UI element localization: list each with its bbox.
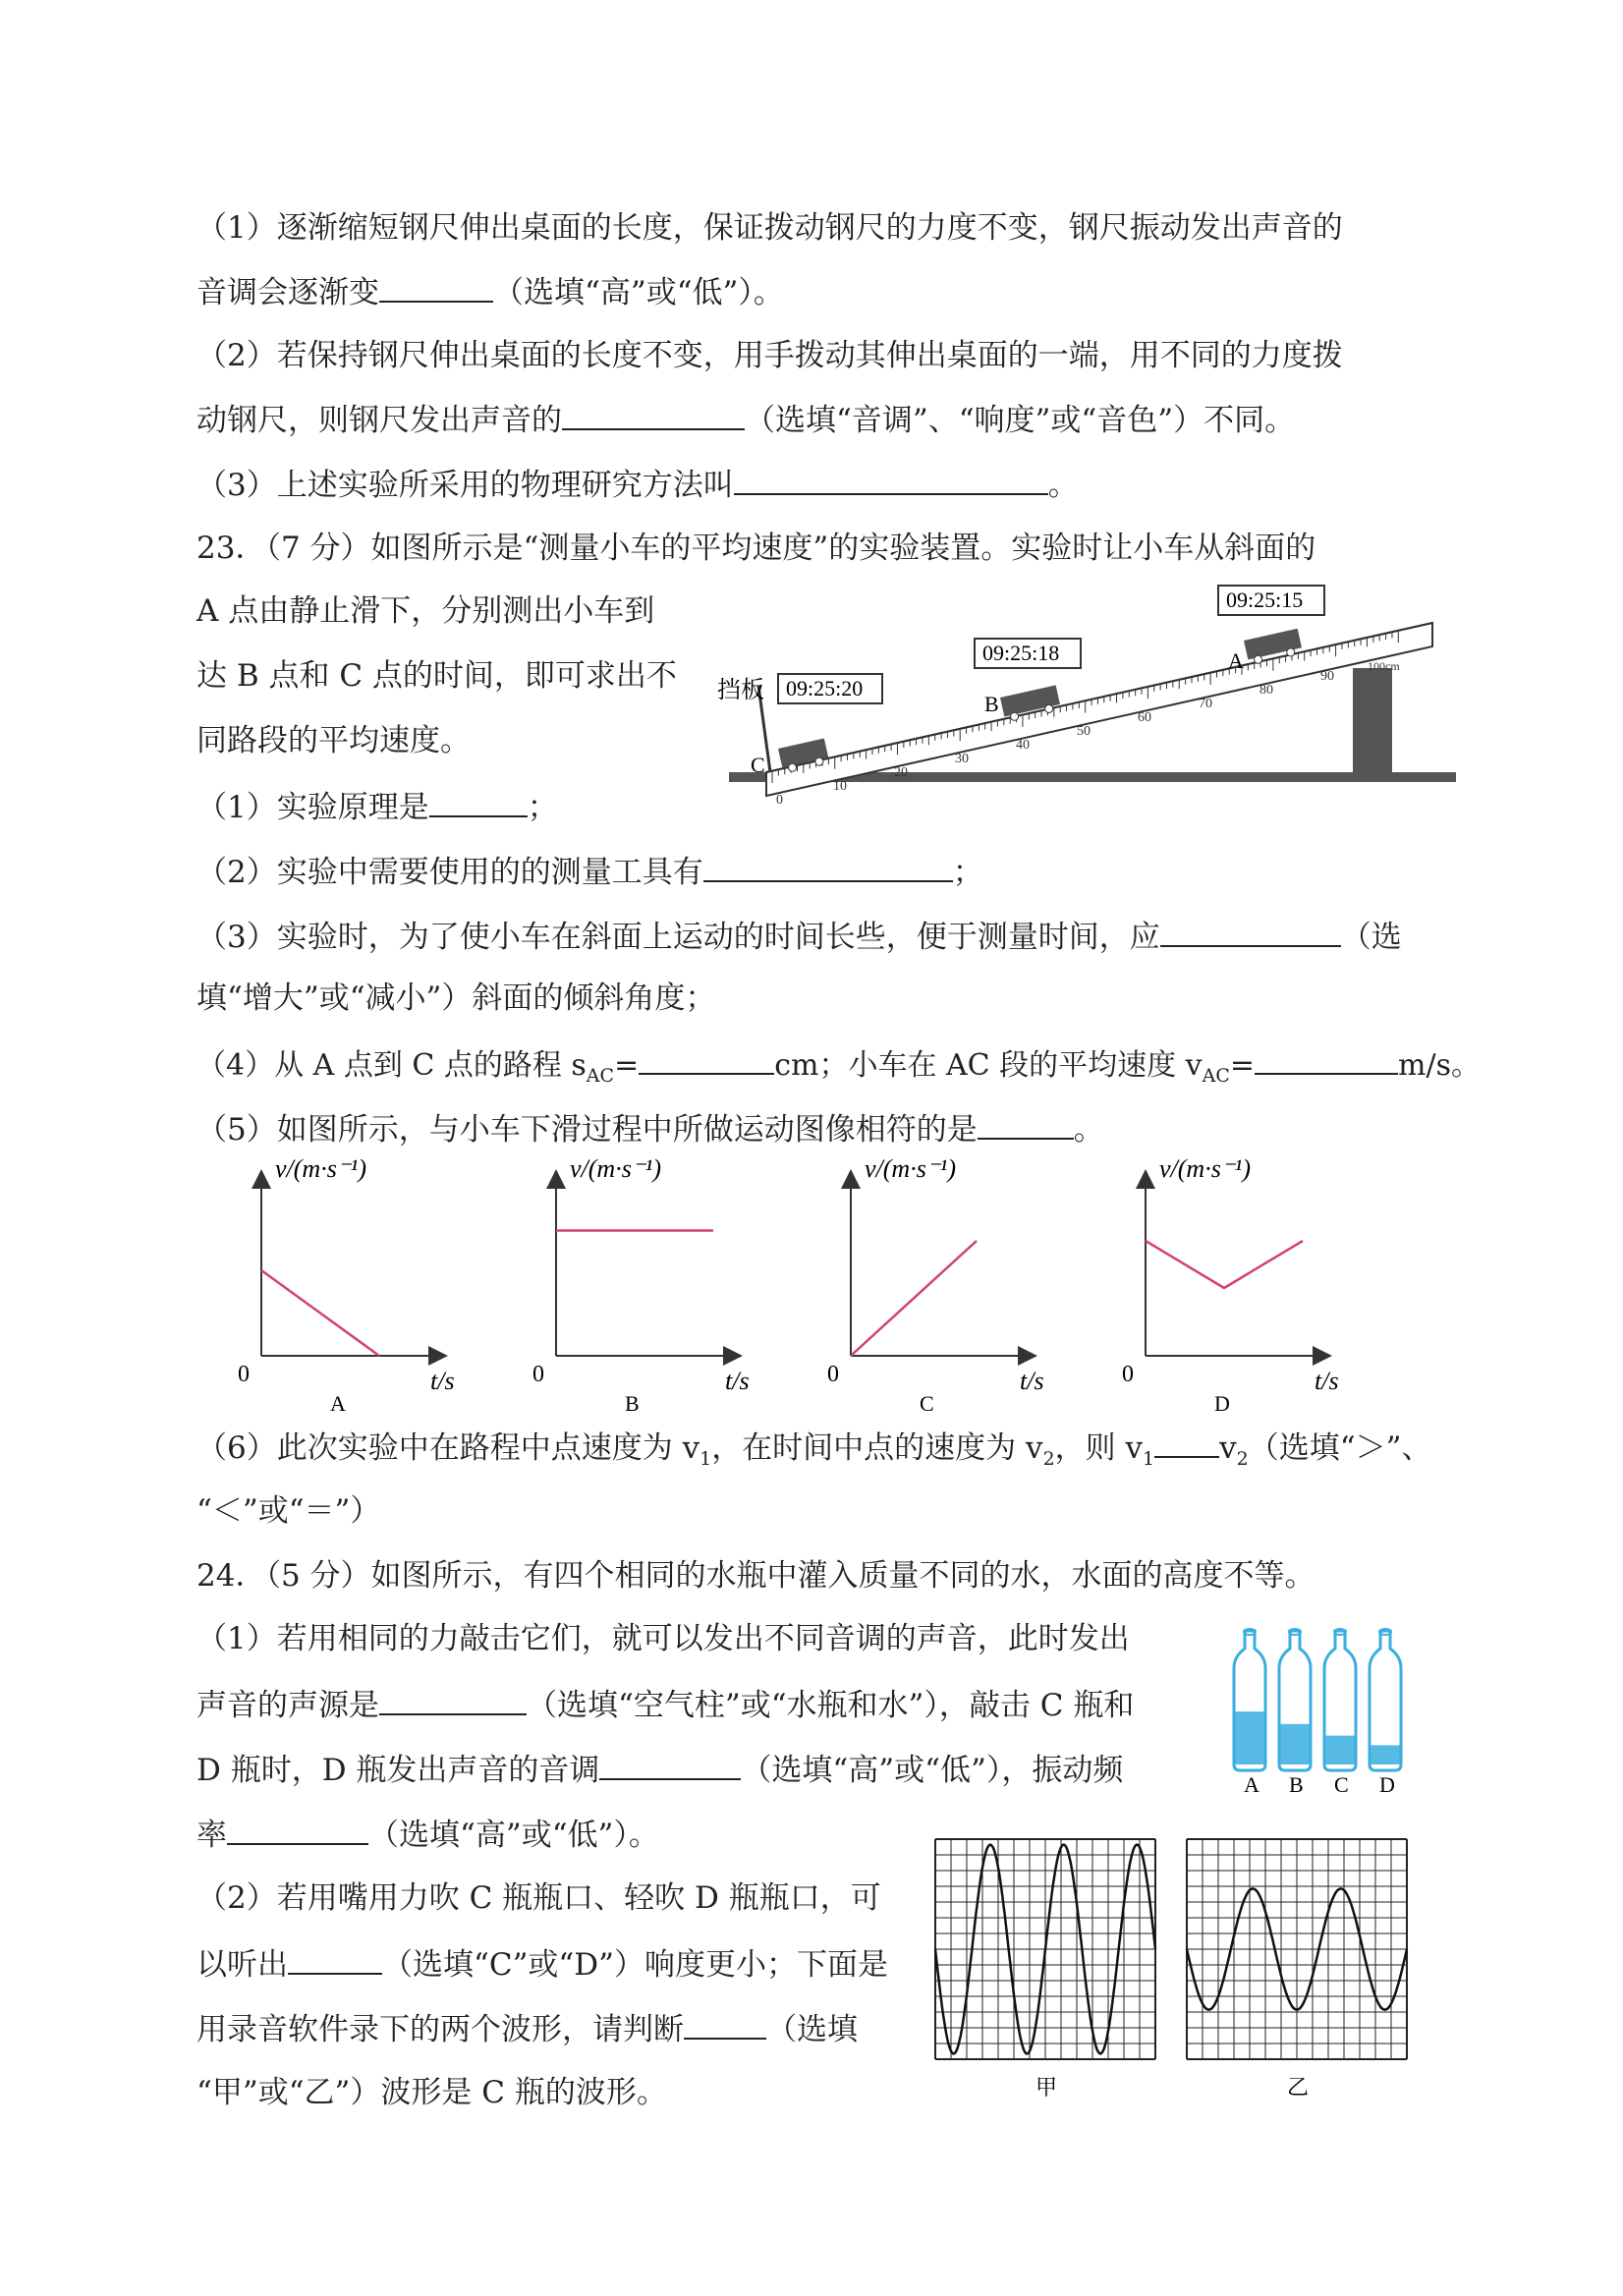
- q23-p6-text: v: [1219, 1430, 1237, 1466]
- origin-label: 0: [532, 1362, 544, 1387]
- waveform-label: 甲: [1035, 2075, 1058, 2100]
- answer-blank[interactable]: [599, 1749, 741, 1780]
- q24-part2-line3: [196, 2008, 858, 2049]
- q22-part2-line2: [196, 399, 1295, 440]
- q23-p1-pre: （1）实验原理是: [196, 790, 429, 825]
- y-axis-label: v/(m·s⁻¹): [275, 1154, 366, 1183]
- subscript: AC: [586, 1065, 615, 1087]
- graph-caption: C: [920, 1391, 934, 1416]
- timer-b-text: 09:25:18: [982, 641, 1060, 665]
- subscript: 2: [1236, 1448, 1249, 1471]
- answer-blank[interactable]: [1160, 916, 1341, 947]
- q23-p1-post: ；: [527, 790, 558, 825]
- q24-part2-line1: （2）若用嘴用力吹 C 瓶瓶口、轻吹 D 瓶瓶口，可: [196, 1880, 881, 1916]
- waveform-label: 乙: [1287, 2075, 1310, 2100]
- ruler-tick-label: 20: [894, 765, 908, 780]
- timer-a-text: 09:25:15: [1226, 588, 1304, 612]
- q23-part1: [196, 786, 558, 827]
- answer-blank[interactable]: [429, 786, 528, 817]
- ruler-tick-label: 0: [776, 793, 783, 808]
- q24-part1-line3: [196, 1749, 1123, 1790]
- bottle-B: [1279, 1629, 1311, 1796]
- q24-p1-text: 声音的声源是: [196, 1688, 379, 1723]
- point-b-label: B: [984, 692, 999, 716]
- origin-label: 0: [238, 1362, 250, 1387]
- bottle-label: D: [1379, 1772, 1395, 1796]
- q24-p1-text: D 瓶时，D 瓶发出声音的音调: [196, 1753, 600, 1788]
- incline-apparatus-figure: [707, 580, 1493, 815]
- answer-blank[interactable]: [288, 1943, 382, 1975]
- vt-graph-A: [238, 1154, 455, 1416]
- q23-p4-text: =: [1229, 1048, 1256, 1083]
- y-axis-label: v/(m·s⁻¹): [1159, 1154, 1251, 1183]
- q23-intro: 23．（7 分）如图所示是“测量小车的平均速度”的实验装置。实验时让小车从斜面的: [196, 531, 1316, 566]
- answer-blank[interactable]: [227, 1814, 368, 1845]
- q24-part1-line1: （1）若用相同的力敲击它们，就可以发出不同音调的声音，此时发出: [196, 1621, 1130, 1656]
- q23-part4: [196, 1043, 1481, 1095]
- water: [1234, 1711, 1265, 1764]
- waveforms-figure: [933, 1837, 1415, 2102]
- bottle-A: [1234, 1629, 1265, 1796]
- q22-p3-pre: （3）上述实验所采用的物理研究方法叫: [196, 468, 734, 503]
- subscript: 2: [1042, 1448, 1055, 1471]
- bottle-C: [1324, 1629, 1356, 1796]
- y-axis-label: v/(m·s⁻¹): [570, 1154, 661, 1183]
- timer-c: [778, 674, 882, 703]
- q22-part2-line1: （2）若保持钢尺伸出桌面的长度不变，用手拨动其伸出桌面的一端，用不同的力度拨: [196, 338, 1343, 373]
- v-t-line: [851, 1241, 977, 1356]
- q23-part3-line2: 填“增大”或“减小”）斜面的倾斜角度；: [196, 980, 716, 1016]
- ruler-tick-label: 50: [1077, 724, 1091, 739]
- q23-p6-text: ，在时间中点的速度为 v: [711, 1430, 1043, 1466]
- q22-part1-line2: [196, 271, 784, 312]
- ruler-tick-label: 40: [1016, 738, 1030, 753]
- timer-c-text: 09:25:20: [786, 676, 864, 700]
- q22-p2-post: （选填“音调”、“响度”或“音色”）不同。: [745, 403, 1296, 438]
- ruler-tick-label: 80: [1259, 683, 1273, 698]
- answer-blank[interactable]: [1154, 1427, 1219, 1458]
- bottle-label: A: [1244, 1772, 1259, 1796]
- q23-p6-text: （选填“＞”、: [1248, 1430, 1432, 1466]
- q23-p3-post: （选: [1340, 920, 1402, 955]
- q23-part6-line2: “＜”或“＝”）: [196, 1493, 381, 1529]
- ruler-tick-label: 60: [1138, 710, 1151, 725]
- q24-part2-line2: [196, 1943, 888, 1985]
- x-axis-label: t/s: [1315, 1367, 1339, 1395]
- q24-p1-text: 率: [196, 1818, 227, 1853]
- q23-part5: [196, 1108, 1104, 1149]
- subscript: AC: [1202, 1065, 1230, 1087]
- y-axis-label: v/(m·s⁻¹): [865, 1154, 956, 1183]
- answer-blank[interactable]: [379, 271, 493, 303]
- q24-part2-line4: “甲”或“乙”）波形是 C 瓶的波形。: [196, 2075, 667, 2110]
- graph-caption: B: [625, 1391, 640, 1416]
- q24-part1-line4: [196, 1814, 659, 1855]
- answer-blank[interactable]: [1255, 1043, 1398, 1075]
- q24-p2-text: （选填: [766, 2012, 858, 2047]
- support-column: [1353, 668, 1392, 774]
- water: [1370, 1745, 1401, 1764]
- timer-a: [1218, 586, 1324, 615]
- q23-p4-text: m/s。: [1398, 1048, 1481, 1083]
- vt-graph-D: [1122, 1154, 1339, 1416]
- q22-p3-post: 。: [1047, 468, 1079, 503]
- q22-part3: [196, 464, 1079, 505]
- answer-blank[interactable]: [703, 851, 953, 882]
- q23-p4-text: cm；小车在 AC 段的平均速度 v: [774, 1048, 1203, 1083]
- water-bottles-figure: [1222, 1627, 1419, 1796]
- bottle-D: [1370, 1629, 1401, 1796]
- waveform-jia: [935, 1839, 1155, 2100]
- q23-part3-line1: [196, 916, 1402, 957]
- v-t-line: [1146, 1241, 1303, 1288]
- point-c-label: C: [751, 753, 765, 777]
- answer-blank[interactable]: [684, 2008, 766, 2040]
- water: [1324, 1736, 1356, 1764]
- answer-blank[interactable]: [562, 399, 745, 430]
- q24-p1-text: （选填“高”或“低”）。: [368, 1818, 659, 1853]
- water: [1279, 1724, 1311, 1764]
- q22-p2-pre: 动钢尺，则钢尺发出声音的: [196, 403, 562, 438]
- q24-p1-text: （选填“空气柱”或“水瓶和水”），敲击 C 瓶和: [527, 1688, 1135, 1723]
- vt-graph-C: [827, 1154, 1044, 1416]
- q23-intro-3: 达 B 点和 C 点的时间，即可求出不: [196, 658, 677, 694]
- ruler-tick-label: 30: [955, 752, 969, 766]
- v-t-line: [261, 1270, 379, 1356]
- q24-part1-line2: [196, 1684, 1134, 1725]
- q23-p6-text: （6）此次实验中在路程中点速度为 v: [196, 1430, 700, 1466]
- q24-p2-text: （选填“C”或“D”）响度更小；下面是: [382, 1947, 888, 1983]
- graph-caption: D: [1214, 1391, 1230, 1416]
- subscript: 1: [700, 1448, 712, 1471]
- q23-part6-line1: [196, 1427, 1431, 1479]
- q23-part2: [196, 851, 983, 892]
- subscript: 1: [1143, 1448, 1155, 1471]
- q23-p5-pre: （5）如图所示，与小车下滑过程中所做运动图像相符的是: [196, 1112, 978, 1148]
- x-axis-label: t/s: [430, 1367, 455, 1395]
- q23-intro-4: 同路段的平均速度。: [196, 723, 471, 758]
- baffle-label: 挡板: [717, 678, 764, 703]
- q23-p3-pre: （3）实验时，为了使小车在斜面上运动的时间长些，便于测量时间，应: [196, 920, 1160, 955]
- q24-p2-text: 用录音软件录下的两个波形，请判断: [196, 2012, 684, 2047]
- q23-p4-text: （4）从 A 点到 C 点的路程 s: [196, 1048, 587, 1083]
- ruler-tick-label: 10: [833, 779, 847, 794]
- q23-p4-text: =: [614, 1048, 640, 1083]
- q24-p1-text: （选填“高”或“低”），振动频: [741, 1753, 1124, 1788]
- point-a-label: A: [1228, 648, 1244, 673]
- ruler-tick-label: 90: [1320, 669, 1334, 684]
- origin-label: 0: [1122, 1362, 1134, 1387]
- answer-blank[interactable]: [978, 1108, 1074, 1140]
- waveform-yi: [1187, 1839, 1407, 2100]
- q23-p2-pre: （2）实验中需要使用的的测量工具有: [196, 855, 703, 890]
- answer-blank[interactable]: [734, 464, 1048, 495]
- answer-blank[interactable]: [639, 1043, 774, 1075]
- vt-graphs-figure: [226, 1149, 1405, 1434]
- q24-intro: 24．（5 分）如图所示，有四个相同的水瓶中灌入质量不同的水，水面的高度不等。: [196, 1558, 1315, 1594]
- origin-label: 0: [827, 1362, 839, 1387]
- ramp-ruler: [766, 623, 1432, 796]
- answer-blank[interactable]: [379, 1684, 527, 1715]
- x-axis-label: t/s: [1020, 1367, 1044, 1395]
- q23-p2-post: ；: [952, 855, 983, 890]
- ruler-tick-label: 70: [1199, 697, 1212, 711]
- q23-intro-2: A 点由静止滑下，分别测出小车到: [196, 593, 655, 629]
- q23-p5-post: 。: [1073, 1112, 1104, 1148]
- graph-caption: A: [330, 1391, 346, 1416]
- ruler-end-label: 100cm: [1368, 659, 1400, 673]
- q22-p1-post: （选填“高”或“低”）。: [493, 275, 784, 310]
- q22-part1-line1: （1）逐渐缩短钢尺伸出桌面的长度，保证拨动钢尺的力度不变，钢尺振动发出声音的: [196, 210, 1343, 246]
- bottle-label: C: [1334, 1772, 1349, 1796]
- x-axis-label: t/s: [725, 1367, 750, 1395]
- q23-p6-text: ，则 v: [1054, 1430, 1144, 1466]
- timer-b: [975, 639, 1081, 668]
- bottle-label: B: [1289, 1772, 1304, 1796]
- q24-p2-text: 以听出: [196, 1947, 288, 1983]
- vt-graph-B: [532, 1154, 750, 1416]
- q22-p1-pre: 音调会逐渐变: [196, 275, 379, 310]
